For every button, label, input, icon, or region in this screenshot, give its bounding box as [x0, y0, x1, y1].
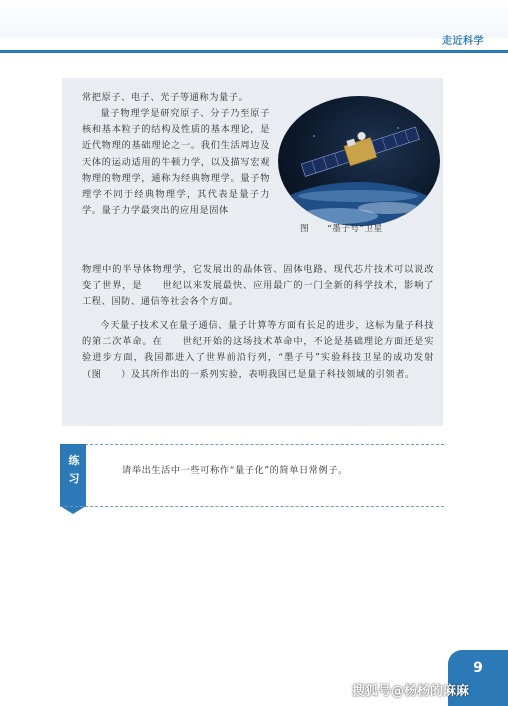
paragraph-quantum-physics-continued: 物理中的半导体物理学，它发展出的晶体管、固体电路、现代芯片技术可以说改变了世界，是 世纪以来发展最快、应用最广的一门全新的科学技术，影响了工程、国防、通信等社会各个方面。: [82, 264, 434, 308]
section-title: 走近科学: [442, 36, 484, 47]
paragraph-quantum-physics: 量子物理学是研究原子、分子乃至原子核和基本粒子的结构及性质的基本理论，是近代物理的基础理论之一。我们生活周边及天体的运动适用的牛顿力学，以及描写宏观物理的物理学，通称为经典物理学。量子物理学不同于经典物理学，其代表是量子力学。量子力学最突出的应用是固体: [82, 108, 270, 217]
exercise-divider-top: [60, 444, 444, 445]
watermark-text: 搜狐号@杨杨的麻麻: [352, 684, 470, 699]
exercise-label: 练习: [68, 454, 80, 485]
exercise-divider-bottom: [60, 506, 444, 507]
satellite-over-earth-icon: [278, 96, 440, 226]
exercise-question: 请举出生活中一些可称作“量子化”的简单日常例子。: [122, 465, 348, 476]
header-rule: [0, 50, 508, 53]
satellite-figure: [278, 96, 440, 226]
paragraph-quantum-technology: 今天量子技术又在量子通信、量子计算等方面有长足的进步，这标为量子科技的第二次革命。在 世纪开始的这场技术革命中，不论是基础理论方面还是实验进步方面，我国都进入了世界前沿行列，“墨子号”实验科技卫星的成功发射（图 ）及其所作出的一系列实验，表明我国已是量子科技领域的引领者。: [82, 320, 434, 380]
intro-line: 常把原子、电子、光子等通称为量子。: [82, 92, 249, 103]
figure-caption: 图 “墨子号”卫星: [300, 224, 383, 234]
header-band: [0, 0, 508, 38]
page-number: 9: [473, 660, 483, 676]
